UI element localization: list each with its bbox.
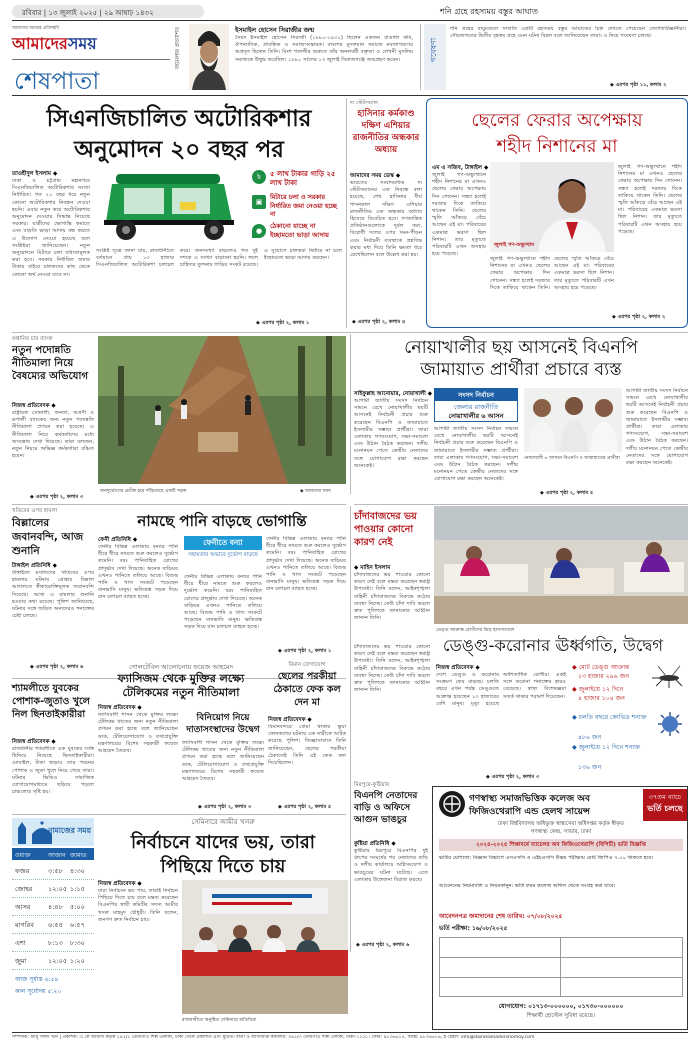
ad-line-3: আবেদনপত্র জমাদানের শেষ তারিখ: ০৭/০৮/২০২৫: [439, 913, 563, 920]
dark-chapter-kicker: দ্য স্টেটসম্যান: [350, 100, 378, 106]
tea-kicker: রপ্তানির চার ব্যাংক: [12, 336, 53, 342]
bnp-fire-byline: কুষ্টিয়া প্রতিনিধি ◆: [354, 841, 396, 847]
amir-kicker: সেমিনারে আমীর খসরু: [191, 818, 255, 826]
stat-2-label: ◆ জুলাইয়ে ১২ দিনে: [572, 686, 624, 693]
ad-line-1: ভর্তির যোগ্যতা: বিজ্ঞান বিভাগে এসএসসি ও এইচএসসি উভয় পরীক্ষায় মোট জিপিএ ৭.০০ থাকতে হবে।: [439, 855, 654, 861]
noakhali-text-a: আগামী জাতীয় সংসদ নির্বাচন সামনে রেখে নোয়াখালীর ছয়টি আসনেই নির্বাচনী প্রচার শুরু করেছেন বিএনপি ও জামায়াতে ইসলামীর সম্ভাব্য প্রার্থীরা। তারা এলাকায় গণসংযোগ, সভা-সমাবেশ এবং উঠান বৈঠক করছেন। দলীয় মনোনয়ন পেতে কেন্দ্রীয় নেতাদের সঙ্গে যোগাযোগ রক্ষা করছেন অনেকেই।: [354, 398, 428, 469]
flood-text-c: ফেনীর বিভিন্ন এলাকায় বন্যার পানি ধীরে ধীরে নামতে শুরু করলেও দুর্ভোগ কমেনি। বরং পানিবাহিত রোগের প্রাদুর্ভাব দেখা দিয়েছে। অনেক বাড়িঘর এখনও পানিতে তলিয়ে আছে। বিশুদ্ধ পানি ও খাদ্য সংকটে পড়েছেন বানভাসি মানুষ। ক্ষতিগ্রস্ত সড়ক দিয়ে যান চলাচল ব্যাহত হচ্ছে।: [266, 536, 346, 593]
logo-part-b: সময়: [67, 34, 97, 53]
ad-address: গণস্বাস্থ্য কেন্দ্র, সাভার, ঢাকা: [530, 829, 592, 835]
hospital-photo-caption: ডেঙ্গু আক্রান্ত রোগীদের ভিড় হাসপাতালে: [436, 628, 515, 633]
martyr-photo: [490, 162, 614, 252]
billal-byline: টাঙ্গাইল প্রতিনিধি ◆: [12, 563, 57, 569]
prayer-row: [12, 916, 94, 934]
flood-text-b: ফেনীর বিভিন্ন এলাকায় বন্যার পানি ধীরে ধীরে নামতে শুরু করলেও দুর্ভোগ কমেনি। বরং পানিবাহিত রোগের প্রাদুর্ভাব দেখা দিয়েছে। অনেক বাড়িঘর এখনও পানিতে তলিয়ে আছে। বিশুদ্ধ পানি ও খাদ্য সংকটে পড়েছেন বানভাসি মানুষ। ক্ষতিগ্রস্ত সড়ক দিয়ে যান চলাচল ব্যাহত হচ্ছে।: [184, 574, 262, 631]
ad-session: [439, 839, 683, 851]
lead-info-panel: [252, 170, 342, 244]
ad-table-rule: [440, 977, 682, 978]
masthead-rule: [12, 59, 170, 60]
bnp-fire-text: কুষ্টিয়ার মিরপুরে বিএনপির দুই গ্রুপের সংঘর্ষের পর নেতাদের বাড়ি ও দলীয় কার্যালয়ে অগ্নিসংযোগ ও ভাঙচুরের ঘটনা ঘটেছে। এতে এলাকায় উত্তেজনা বিরাজ করছে।: [354, 848, 428, 883]
shyamali-story: [12, 680, 94, 812]
lead-headline-2: অনুমোদন ২০ বছর পর: [74, 136, 284, 163]
tea-text: রাষ্ট্রায়ত্ত সোনালী, জনতা, অগ্রণী ও রূপালী ব্যাংকের জন্য নতুন পদোন্নতি নীতিমালা প্রণয়ন করা হয়েছে। এ নীতিমালা নিয়ে কর্মকর্তাদের মধ্যে অসন্তোষ দেখা দিয়েছে। তারা বলছেন, নতুন নিয়মে অভিজ্ঞ কর্মকর্তারা বঞ্চিত হবেন।: [12, 410, 94, 460]
page-section-title: শেষপাতা: [14, 67, 100, 95]
prayer-row: [12, 952, 94, 970]
telecom-kicker: গোলটেবিল আলোচনায় ফয়েজ আহমেদ: [129, 663, 233, 671]
badge-title: সংসদ নির্বাচন: [435, 389, 517, 401]
telecom-text-a: ফ্যাসিবাদী শাসন থেকে মুক্তির লক্ষ্যে টেলিকম খাতের জন্য নতুন নীতিমালা প্রণয়ন করা হচ্ছে বলে জানিয়েছেন ডাক, টেলিযোগাযোগ ও তথ্যপ্রযুক্তি মন্ত্রণালয়ের বিশেষ সহকারী ফয়েজ আহমেদ তৈয়্যব।: [98, 712, 178, 755]
fake-call-cont: ◆ এরপর পৃষ্ঠা ২, কলাম ৫: [278, 804, 332, 810]
profile-label-text: বইমেলায় প্রত্যাশিত: [175, 26, 181, 70]
noakhali-photo-caption: নোয়াখালী ৬ আসনে বিএনপি ও জামায়াতের প্রার্থীরা: [524, 456, 620, 461]
flood-text-a: ফেনীর বিভিন্ন এলাকায় বন্যার পানি ধীরে ধীরে নামতে শুরু করলেও দুর্ভোগ কমেনি। বরং পানিবাহিত রোগের প্রাদুর্ভাব দেখা দিয়েছে। অনেক বাড়িঘর এখনও পানিতে তলিয়ে আছে। বিশুদ্ধ পানি ও খাদ্য সংকটে পড়েছেন বানভাসি মানুষ। ক্ষতিগ্রস্ত সড়ক দিয়ে যান চলাচল ব্যাহত হচ্ছে।: [98, 544, 178, 601]
martyr-text-c: জুলাই গণ-অভ্যুত্থানে শহীদ নিশানের মা এখনও ছেলের ফেরার অপেক্ষায় দিন গোনেন। সন্ধ্যা হলেই দরজার দিকে তাকিয়ে থাকেন তিনি। ছেলের স্মৃতি আঁকড়ে বেঁচে আছেন এই মা। পরিবারের একমাত্র ভরসা ছিল নিশান। তার মৃত্যুতে পরিবারটি এখন অসহায় হয়ে পড়েছে।: [490, 256, 614, 291]
amir-text: যারা নির্বাচনে ভয় পায়, তারাই নির্বাচন পিছিয়ে দিতে চায় বলে মন্তব্য করেছেন বিএনপির স্থায়ী কমিটির সদস্য আমীর খসরু মাহমুদ চৌধুরী। তিনি বলেন, জনগণ দ্রুত নির্বাচন চায়।: [98, 888, 178, 923]
martyr-text-b: জুলাই গণ-অভ্যুত্থানে শহীদ নিশানের মা এখনও ছেলের ফেরার অপেক্ষায় দিন গোনেন। সন্ধ্যা হলেই দরজার দিকে তাকিয়ে থাকেন তিনি। ছেলের স্মৃতি আঁকড়ে বেঁচে আছেন এই মা। পরিবারের একমাত্র ভরসা ছিল নিশান। তার মৃত্যুতে পরিবারটি এখন অসহায় হয়ে পড়েছে।: [618, 164, 682, 235]
prayer-azan: ১২:০৫: [48, 885, 68, 893]
ad-table: [439, 937, 683, 997]
billal-kicker: খতিবের ওপর হামলা: [12, 508, 58, 514]
extortion-byline: ◆ মাহিন ইসলাম: [354, 565, 391, 571]
prayer-title: নামাজের সময়: [48, 826, 91, 835]
noakhali-headline-2: জামায়াত প্রার্থীরা প্রচারে ব্যস্ত: [420, 360, 622, 380]
fake-call-story: [268, 662, 346, 812]
lead-headline-1: সিএনজিচালিত অটোরিকশার: [46, 105, 312, 132]
shyamali-headline: শ্যামলীতে যুবকের পোশাক-জুতাও খুলে নিল ছিনতাইকারীরা: [12, 683, 90, 720]
profile-box: [175, 24, 415, 92]
shyamali-byline: নিজস্ব প্রতিবেদক ◆: [12, 739, 56, 745]
prayer-row: [12, 862, 94, 880]
billal-story: [12, 506, 94, 676]
footer-imprint: সম্পাদক: আবু সাঈদ খান | প্রকাশক: এ কে আজাদ কর্তৃক ২৯২/১ তেজগাঁও শিল্প এলাকা, ঢাকা থেকে প্রকাশিত এবং মুদ্রিত। বার্তা ও বাণিজ্যিক কার্যালয়: ৩৯৫/৩ তেজগাঁও শিল্প এলাকা, ঢাকা-১২০৮। ফোন: ৯৮৩৬৬১৫, ফ্যাক্স: ৯৮৩৬৬১৬, ই-মেইল: info@dainikamadershomoy.com: [12, 1035, 535, 1040]
billal-text: টাঙ্গাইলে মসজিদের খতিবের ওপর হামলার ঘটনায় গ্রেপ্তার বিল্লাল আদালতে স্বীকারোক্তিমূলক জবানবন্দি দিয়েছে। আজ এ মামলার শুনানি হওয়ার কথা রয়েছে। পুলিশ জানিয়েছে, ঘটনার সঙ্গে জড়িত অন্যদেরও শনাক্তের চেষ্টা চলছে।: [12, 570, 94, 620]
info-item-3: ঠেকানো যাচ্ছে না ইচ্ছামতো ভাড়া আদায়: [270, 222, 329, 239]
mosquito-icon: [652, 664, 686, 688]
flood-story: [98, 506, 346, 656]
martyr-story: [426, 98, 688, 330]
lead-byline: তাওহীদুল ইসলাম ◆: [12, 171, 58, 177]
ad-affil: ঢাকা বিশ্ববিদ্যালয় অধিভুক্ত স্বাস্থ্যসেবা অধিদপ্তর কর্তৃক স্বীকৃত: [498, 821, 624, 827]
road-photo-credit: ◆ আমাদের সময়: [300, 489, 331, 494]
lead-text: ঢাকা ও চট্টগ্রাম মহানগরে সিএনজিচালিত অটোরিকশার সংখ্যা নির্ধারিত। গত ২০ বছর ধরে নতুন কোনো অটোরিকশার নিবন্ধন দেওয়া হয়নি। এবার নতুন করে অটোরিকশার অনুমোদন দেওয়ার সিদ্ধান্ত নিয়েছে সরকার। যাত্রীদের ভোগান্তি কমাতে এবং বাড়তি ভাড়া আদায় বন্ধ করতে এ উদ্যোগ নেওয়া হয়েছে বলে সংশ্লিষ্টরা জানিয়েছেন। নতুন অনুমোদনে মিটারে চলা বাধ্যতামূলক করা হবে। সরকার নির্ধারিত জমার টাকার বাইরে চালকদের কাছ থেকে কোনো অর্থ নেওয়া যাবে না।: [12, 178, 90, 278]
dark-chapter-text: ভারতের সংবাদমাধ্যম দ্য স্টেটসম্যানের এক নিবন্ধে বলা হয়েছে, শেখ হাসিনার দীর্ঘ শাসনকাল দক্ষিণ এশিয়ার রাজনীতির এক অন্ধকার অধ্যায় হিসেবে বিবেচিত হবে। গণতান্ত্রিক প্রতিষ্ঠানগুলোকে দুর্বল করা, বিরোধী দলের ওপর দমন-পীড়ন এবং নির্বাচনী ব্যবস্থাকে প্রশ্নবিদ্ধ করার মধ্য দিয়ে তিনি ক্ষমতা ধরে রেখেছিলেন বলে উল্লেখ করা হয়।: [350, 180, 422, 259]
location-icon: ●: [252, 224, 266, 238]
lead-cont: ◆ এরপর পৃষ্ঠা ২, কলাম ১: [256, 320, 310, 326]
amir-headline-1: নির্বাচনে যাদের ভয়, তারা: [131, 832, 315, 853]
badge-sub: জেলার রাজনীতি: [453, 403, 499, 411]
fake-call-text: বিমানবন্দরে বোমা থাকার ভুয়া ফোনকলের ঘটনায় এক নারীকে আটক করেছে পুলিশ। জিজ্ঞাসাবাদে তিনি জানিয়েছেন, ছেলের পরকীয়া ঠেকাতেই তিনি এই ফেক কল দিয়েছিলেন।: [268, 724, 346, 767]
prayer-name: জুমা: [15, 957, 27, 965]
dengue-byline: নিজস্ব প্রতিবেদক ◆: [436, 665, 480, 671]
prayer-row: [12, 934, 94, 952]
flood-byline: ফেনী প্রতিনিধি ◆: [98, 537, 138, 543]
flood-cont: ◆ এরপর পৃষ্ঠা ২, কলাম ১: [278, 648, 332, 654]
bnp-fire-kicker: মিরপুরে-কুষ্টিয়ায়: [354, 782, 390, 788]
top-headline: শনি গ্রহে রহস্যময় বস্তুর আঘাত: [440, 7, 538, 16]
flood-badge-sub: সহায়তার অভাবে দুর্ভোগ বাড়ছে: [188, 552, 258, 558]
info-item-1: ৫ লাখ টাকার গাড়ি ২৫ লাখ টাকা: [270, 170, 336, 187]
stat-3-value: ৪৮৬ জন: [578, 734, 602, 741]
dark-chapter-cont: ◆ এরপর পৃষ্ঠা ২, কলাম ৪: [352, 319, 406, 325]
tea-byline: নিজস্ব প্রতিবেদক ◆: [12, 403, 56, 409]
science-label-text: গবেষণা: [429, 37, 438, 63]
covid-icon: [656, 710, 684, 738]
martyr-headline-1: ছেলের ফেরার অপেক্ষায়: [471, 110, 643, 131]
prayer-azan: ৩:৫৮: [48, 867, 63, 875]
noakhali-badge: [434, 388, 518, 422]
profile-portrait: [189, 24, 229, 90]
amir-headline-2: পিছিয়ে দিতে চায়: [160, 856, 286, 877]
dengue-stats: [572, 662, 688, 774]
science-label: [424, 24, 446, 90]
ad-batch-badge: [643, 789, 687, 821]
billal-headline: বিল্লালের জবানবন্দি, আজ শুনানি: [12, 517, 84, 557]
prayer-jamat: ৬:৫৭: [70, 921, 85, 929]
meter-icon: ▣: [252, 195, 266, 209]
prayer-name: জোহর: [15, 885, 33, 893]
amir-byline: নিজস্ব প্রতিবেদক ◆: [98, 881, 142, 887]
admission-ad: [432, 786, 688, 1030]
profile-title: ইসমাইল হোসেন সিরাজীর জন্ম: [235, 26, 315, 34]
stat-1-label: ◆ মোট ডেঙ্গু আক্রান্ত: [572, 664, 630, 671]
profile-label: [175, 24, 189, 90]
bnp-fire-story-right: [354, 782, 428, 952]
flood-badge: [184, 536, 262, 570]
dark-chapter-story: [350, 98, 422, 328]
noakhali-byline: সাইফুল্লাহ আনোয়ার, নোয়াখালী ◆: [354, 391, 433, 397]
bnp-fire-headline: বিএনপি নেতাদের বাড়ি ও অফিসে আগুন ভাঙচুর: [354, 791, 418, 825]
ad-line-2: আবেদনের নিয়মাবলি ও নিয়মকানুন: ভর্তি ফরম কলেজ অফিস থেকে সংগ্রহ করা যাবে।: [439, 883, 616, 889]
telecom-text-b: ফ্যাসিবাদী শাসন থেকে মুক্তির লক্ষ্যে টেলিকম খাতের জন্য নতুন নীতিমালা প্রণয়ন করা হচ্ছে বলে জানিয়েছেন ডাক, টেলিযোগাযোগ ও তথ্যপ্রযুক্তি মন্ত্রণালয়ের বিশেষ সহকারী ফয়েজ আহমেদ তৈয়্যব।: [182, 740, 264, 783]
badge-seat: নোয়াখালীর ৬ আসন: [448, 412, 504, 420]
extortion-headline: চাঁদাবাজদের ভয় পাওয়ার কোনো কারণ নেই: [354, 511, 417, 548]
dengue-text: দেশে ডেঙ্গু ও করোনার সংক্রমণ ফের বাড়ছে। চলতি বছরে এখন পর্যন্ত ডেঙ্গুতে আক্রান্ত হয়েছেন ১৩ হাজারের বেশি মানুষ। মৃত্যু হয়েছে অর্ধশতাধিক রোগীর। একই সঙ্গে করোনা শনাক্তের হারও বেড়েছে। স্বাস্থ্য বিশেষজ্ঞরা সতর্ক থাকার পরামর্শ দিয়েছেন।: [436, 672, 566, 707]
seminar-photo-caption: রাজধানীতে অনুষ্ঠিত সেমিনারে অতিথিরা: [182, 1018, 257, 1023]
telecom-cont: ◆ এরপর পৃষ্ঠা ২, কলাম ৩: [198, 804, 252, 810]
martyr-cont: ◆ এরপর পৃষ্ঠা ২, কলাম ২: [612, 314, 666, 320]
ad-college: গণস্বাস্থ্য সমাজভিত্তিক কলেজ অব: [469, 794, 591, 804]
martyr-text-a: জুলাই গণ-অভ্যুত্থানে শহীদ নিশানের মা এখনও ছেলের ফেরার অপেক্ষায় দিন গোনেন। সন্ধ্যা হলেই দরজার দিকে তাকিয়ে থাকেন তিনি। ছেলের স্মৃতি আঁকড়ে বেঁচে আছেন এই মা। পরিবারের একমাত্র ভরসা ছিল নিশান। তার মৃত্যুতে পরিবারটি এখন অসহায় হয়ে পড়েছে।: [432, 172, 486, 258]
ad-table-col: [560, 938, 561, 996]
prayer-header: [12, 848, 94, 860]
prayer-jamat: ৪:৩০: [70, 867, 85, 875]
prayer-azan: ৪:৪৮: [48, 903, 63, 911]
bnp-fire-cont: ◆ এরপর পৃষ্ঠা ২, কলাম ৬: [356, 942, 410, 948]
prayer-col-1: ওয়াক্ত: [15, 852, 31, 859]
telecom-story: [98, 662, 264, 812]
prayer-azan: ১২:০৫: [48, 957, 68, 965]
masthead-tagline: আমাদের সময়ের প্রতিচ্ছবি: [12, 26, 60, 31]
tea-headline: নতুন পদোন্নতি নীতিমালা নিয়ে বৈষম্যের অভিযোগ: [12, 345, 89, 382]
prayer-name: ফজর: [15, 867, 30, 875]
prayer-jamat: ১:২০: [70, 957, 85, 965]
martyr-photo-caption: জুলাই গণ-অভ্যুত্থান: [494, 242, 535, 248]
issue-date: রবিবার | ১৩ জুলাই ২০২৫ | ২৯ আষাঢ় ১৪৩২: [22, 9, 154, 17]
dark-chapter-byline: আমাদের সময় ডেস্ক ◆: [350, 173, 401, 179]
profile-text: সৈয়দ ইসমাইল হোসেন সিরাজী (১৮৮০-১৯৩১) ছিলেন একজন বাঙালি কবি, ঔপন্যাসিক, প্রাবন্ধিক ও সমাজসংস্কারক। বাংলার মুসলমান সমাজে নবজাগরণের অগ্রদূত ছিলেন তিনি। বিংশ শতাব্দীর শুরুতে তাঁর অনলবর্ষী বক্তৃতা ও লেখনী মুসলিম সমাজকে উদ্বুদ্ধ করেছিল। ১৮৮০ সালের ১৩ জুলাই সিরাজগঞ্জে জন্মগ্রহণ করেন।: [235, 35, 413, 63]
ad-table-rule: [440, 957, 682, 958]
science-text: শনি গ্রহের বায়ুমণ্ডলে সম্প্রতি একটি রহস্যময় বস্তুর আঘাতের চিহ্ন দেখতে পেয়েছেন জ্যোতির্বিজ্ঞানীরা। সৌরজগতের দ্বিতীয় বৃহত্তম গ্রহে এমন ঘটনা বিরল বলে জানিয়েছেন তারা। এ নিয়ে গবেষণা চলছে।: [450, 26, 686, 40]
noakhali-text-c: আগামী জাতীয় সংসদ নির্বাচন সামনে রেখে নোয়াখালীর ছয়টি আসনেই নির্বাচনী প্রচার শুরু করেছেন বিএনপি ও জামায়াতে ইসলামীর সম্ভাব্য প্রার্থীরা। তারা এলাকায় গণসংযোগ, সভা-সমাবেশ এবং উঠান বৈঠক করছেন। দলীয় মনোনয়ন পেতে কেন্দ্রীয় নেতাদের সঙ্গে যোগাযোগ রক্ষা করছেন অনেকেই।: [626, 388, 688, 467]
extortion-story: [354, 506, 430, 642]
prayer-times-box: [12, 818, 94, 1026]
dengue-story: [354, 636, 688, 780]
tea-cont: ◆ এরপর পৃষ্ঠা ২, কলাম ৩: [30, 494, 84, 500]
logo-part-a: আমাদের: [12, 34, 68, 53]
flood-badge-title: ফেনীতে বন্যা: [184, 536, 262, 550]
ad-contact: যোগাযোগ: ০১৭১৩-০০০০০০, ০১৭৩০-০০০০০০: [498, 1003, 624, 1010]
fake-call-headline: ছেলের পরকীয়া ঠেকাতে ফেক কল দেন মা: [273, 671, 341, 708]
dengue-headline: ডেঙ্গু-করোনার ঊর্ধ্বগতি, উদ্বেগ: [442, 636, 664, 655]
lead-story: [12, 98, 342, 330]
road-photo-caption: জনদুর্ভোগের প্রতীক হয়ে দাঁড়িয়েছে একটি সড়ক: [100, 489, 187, 494]
road-photo: [98, 336, 346, 484]
masthead-logo: [12, 31, 97, 58]
prayer-jamat: ৫:০০: [70, 903, 85, 911]
billal-cont: ◆ এরপর পৃষ্ঠা ২, কলাম ৬: [30, 664, 84, 670]
prayer-col-2: আজান: [48, 852, 66, 859]
masthead: [12, 23, 172, 95]
stat-4-label: ◆ জুলাইয়ে ১২ দিনে শনাক্ত: [572, 744, 641, 751]
prayer-col-3: জামাত: [70, 852, 87, 859]
martyr-headline-2: শহীদ নিশানের মা: [496, 136, 618, 157]
top-bar: [0, 0, 700, 22]
amir-story: [98, 816, 348, 1030]
stat-3-label: ◆ চলতি বছরে কোভিড শনাক্ত: [572, 714, 647, 721]
hospital-photo: [434, 506, 688, 624]
prayer-azan: ৬:৫৪: [48, 921, 63, 929]
shyamali-text: রাজধানীর শ্যামলীতে এক যুবকের সর্বস্ব ছিনিয়ে নিয়েছে ছিনতাইকারীরা। মোবাইল, টাকা ছাড়াও তার পরনের পোশাক ও জুতা খুলে নিয়ে গেছে তারা। ঘটনার ভিডিও সামাজিক যোগাযোগমাধ্যমে ছড়িয়ে পড়লে চাঞ্চল্যের সৃষ্টি হয়।: [12, 746, 94, 796]
extortion-text-b: চাঁদাবাজদের ভয় পাওয়ার কোনো কারণ নেই বলে মন্তব্য করেছেন স্বরাষ্ট্র উপদেষ্টা। তিনি বলেন, আইনশৃঙ্খলা বাহিনী চাঁদাবাজদের বিরুদ্ধে কঠোর ব্যবস্থা নিচ্ছে। কেউ চাঁদা দাবি করলে দ্রুত পুলিশকে জানানোর আহ্বান জানান তিনি।: [354, 644, 430, 694]
tea-story: [12, 334, 94, 504]
prayer-row: [12, 898, 94, 916]
telecom-sub: বিনিয়োগ নিয়ে দাতাসংস্থাদের উদ্বেগ: [186, 713, 260, 735]
prayer-jamat: ৮:৩০: [70, 939, 85, 947]
ad-admission: ভর্তি চলছে: [647, 804, 683, 813]
stat-2-value: ৪ হাজার ১০৪ জন: [578, 695, 625, 702]
lead-text-2: সংশ্লিষ্ট সূত্রে জানা যায়, রাজধানীতে বর্তমানে প্রায় ১৩ হাজার সিএনজিচালিত অটোরিকশা চলাচল করে। জনসংখ্যা বাড়লেও গত দুই দশকে এ সংখ্যা বাড়ানো হয়নি। ফলে চাহিদার তুলনায় গাড়ির সংকট রয়েছে। এ সুযোগে চালকরা মিটারে না চলে ইচ্ছামতো ভাড়া আদায় করছেন।: [96, 248, 342, 269]
fake-call-byline: নিজস্ব প্রতিবেদক ◆: [268, 717, 312, 723]
stat-1-value: ১৩ হাজার ২৯৬ জন: [578, 673, 630, 680]
flood-headline: নামছে পানি বাড়ছে ভোগান্তি: [137, 512, 307, 530]
telecom-headline: ফ্যাসিজম থেকে মুক্তির লক্ষ্যে টেলিকমের নতুন নীতিমালা: [117, 672, 245, 699]
prayer-row: [12, 880, 94, 898]
cng-illustration: [96, 170, 248, 244]
sunrise-time: কাল সূর্যোদয় ৫:২০: [15, 988, 62, 995]
stat-4-value: ১৩৬ জন: [578, 764, 602, 771]
noakhali-headline-1: নোয়াখালীর ছয় আসনেই বিএনপি: [404, 338, 638, 358]
prayer-rows: [12, 862, 94, 1002]
telecom-byline: নিজস্ব প্রতিবেদক ◆: [98, 705, 142, 711]
science-cont: ◆ এরপর পৃষ্ঠা ১১, কলাম ২: [610, 82, 667, 88]
noakhali-text-b: আগামী জাতীয় সংসদ নির্বাচন সামনে রেখে নোয়াখালীর ছয়টি আসনেই নির্বাচনী প্রচার শুরু করেছেন বিএনপি ও জামায়াতে ইসলামীর সম্ভাব্য প্রার্থীরা। তারা এলাকায় গণসংযোগ, সভা-সমাবেশ এবং উঠান বৈঠক করছেন। দলীয় মনোনয়ন পেতে কেন্দ্রীয় নেতাদের সঙ্গে যোগাযোগ রক্ষা করছেন অনেকেই।: [434, 426, 518, 483]
money-icon: ৳: [252, 170, 266, 184]
seminar-photo: [182, 880, 348, 1014]
ad-college-2: ফিজিওথেরাপি এন্ড হেলথ সায়েন্স: [469, 807, 590, 817]
sunset-time: আজ সূর্যাস্ত ৬:৫৪: [15, 976, 59, 983]
ad-batch: ৩৭তম ব্যাচে: [648, 793, 682, 801]
noakhali-story: [354, 334, 688, 502]
noakhali-cont: ◆ এরপর পৃষ্ঠা ২, কলাম ৫: [540, 490, 594, 496]
science-box: [420, 24, 688, 92]
dengue-cont: ◆ এরপর পৃষ্ঠা ২, কলাম ৩: [486, 774, 540, 780]
dark-chapter-headline: হাসিনার কর্মকাণ্ড দক্ষিণ এশিয়ার রাজনীতির অন্ধকার অধ্যায়: [352, 109, 420, 155]
prayer-name: মাগরিব: [15, 921, 34, 929]
martyr-byline: এম এ সজিব, টাঙ্গাইল ◆: [432, 165, 489, 171]
ad-session-text: ২০২৪-২০২৫ শিক্ষাবর্ষে ব্যাচেলর অব ফিজিওথেরাপি (বিপিটি) ভর্তি বিজ্ঞপ্তি: [476, 842, 646, 848]
extortion-text: চাঁদাবাজদের ভয় পাওয়ার কোনো কারণ নেই বলে মন্তব্য করেছেন স্বরাষ্ট্র উপদেষ্টা। তিনি বলেন, আইনশৃঙ্খলা বাহিনী চাঁদাবাজদের বিরুদ্ধে কঠোর ব্যবস্থা নিচ্ছে। কেউ চাঁদা দাবি করলে দ্রুত পুলিশকে জানানোর আহ্বান জানান তিনি।: [354, 572, 430, 622]
prayer-name: আসর: [15, 903, 31, 911]
prayer-name: এশা: [15, 939, 26, 947]
ad-foot: শিক্ষার্থী হোস্টেল সুবিধা রয়েছে।: [526, 1013, 596, 1019]
prayer-jamat: ১:১৫: [70, 885, 85, 893]
ad-line-4: ভর্তি পরীক্ষা: ১৬/০৮/২০২৫: [439, 925, 508, 932]
noakhali-candidates-photo: [524, 388, 622, 452]
info-item-2: মিটারে চলা ও সরকার নির্ধারিত জমা নেওয়া হচ্ছে না: [270, 194, 337, 218]
ad-logo: [439, 791, 465, 817]
fake-call-kicker: বিমান যোগাযোগ: [288, 662, 326, 668]
prayer-azan: ৮:১৩: [48, 939, 63, 947]
